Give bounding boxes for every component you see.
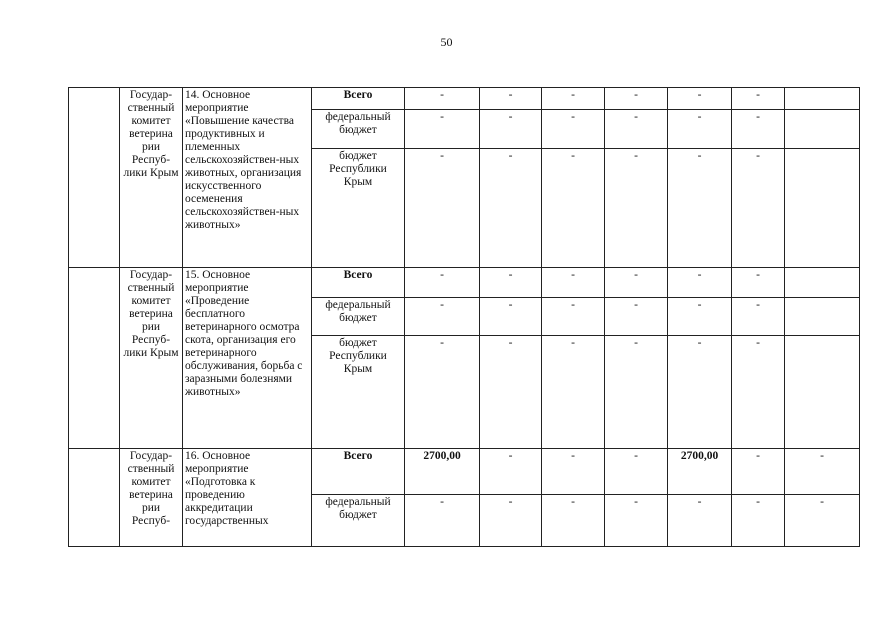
source-cell: бюджет Республики Крым — [312, 336, 405, 449]
source-cell: федеральный бюджет — [312, 495, 405, 547]
value-cell: - — [668, 268, 732, 298]
value-cell — [785, 149, 860, 268]
value-cell: - — [732, 149, 785, 268]
value-cell: - — [542, 449, 605, 495]
value-cell: - — [668, 298, 732, 336]
value-cell: - — [668, 495, 732, 547]
value-cell: - — [605, 88, 668, 110]
source-cell: федеральный бюджет — [312, 110, 405, 149]
page-number: 50 — [440, 35, 453, 49]
value-cell: - — [542, 298, 605, 336]
value-cell: - — [480, 449, 542, 495]
value-cell: - — [605, 268, 668, 298]
value-cell: - — [732, 298, 785, 336]
value-cell: - — [732, 449, 785, 495]
value-cell: - — [542, 495, 605, 547]
value-cell: - — [732, 268, 785, 298]
source-cell: Всего — [312, 88, 405, 110]
value-cell: 2700,00 — [668, 449, 732, 495]
table-row — [69, 268, 860, 298]
value-cell — [785, 88, 860, 110]
source-cell: бюджет Республики Крым — [312, 149, 405, 268]
value-cell: - — [405, 149, 480, 268]
source-cell: Всего — [312, 268, 405, 298]
empty-cell — [69, 268, 120, 449]
value-cell: - — [542, 336, 605, 449]
value-cell: - — [732, 110, 785, 149]
executor-cell: Государ-ственный комитет ветерина рии Респуб- — [120, 449, 183, 547]
value-cell: - — [480, 298, 542, 336]
value-cell: - — [605, 449, 668, 495]
value-cell: 2700,00 — [405, 449, 480, 495]
value-cell: - — [732, 88, 785, 110]
table-row — [69, 449, 860, 495]
value-cell: - — [785, 495, 860, 547]
empty-cell — [69, 88, 120, 268]
value-cell: - — [405, 495, 480, 547]
value-cell: - — [405, 110, 480, 149]
value-cell: - — [605, 298, 668, 336]
table-row — [69, 88, 860, 110]
source-cell: Всего — [312, 449, 405, 495]
executor-cell: Государ-ственный комитет ветерина рии Респуб-лики Крым — [120, 88, 183, 268]
source-cell: федеральный бюджет — [312, 298, 405, 336]
value-cell: - — [668, 88, 732, 110]
value-cell: - — [732, 495, 785, 547]
value-cell: - — [785, 449, 860, 495]
value-cell: - — [542, 110, 605, 149]
value-cell: - — [405, 336, 480, 449]
value-cell: - — [542, 149, 605, 268]
value-cell: - — [605, 336, 668, 449]
value-cell: - — [605, 495, 668, 547]
value-cell: - — [732, 336, 785, 449]
value-cell: - — [405, 298, 480, 336]
value-cell: - — [480, 336, 542, 449]
budget-table — [68, 87, 860, 547]
measure-cell: 15. Основное мероприятие «Проведение бесплатного ветеринарного осмотра скота, организация его ветеринарного обслуживания, борьба с заразными болезнями животных» — [183, 268, 312, 449]
value-cell: - — [542, 268, 605, 298]
value-cell: - — [480, 268, 542, 298]
value-cell: - — [480, 110, 542, 149]
value-cell: - — [668, 110, 732, 149]
value-cell — [785, 336, 860, 449]
value-cell — [785, 298, 860, 336]
value-cell: - — [480, 495, 542, 547]
empty-cell — [69, 449, 120, 547]
measure-cell: 14. Основное мероприятие «Повышение качества продуктивных и племенных сельскохозяйствен-ных животных, организация искусственного осеменения сельскохозяйствен-ных животных» — [183, 88, 312, 268]
value-cell: - — [405, 88, 480, 110]
value-cell — [785, 268, 860, 298]
value-cell: - — [668, 149, 732, 268]
value-cell: - — [405, 268, 480, 298]
value-cell: - — [605, 149, 668, 268]
value-cell: - — [480, 149, 542, 268]
measure-cell: 16. Основное мероприятие «Подготовка к проведению аккредитации государственных — [183, 449, 312, 547]
value-cell: - — [480, 88, 542, 110]
value-cell: - — [605, 110, 668, 149]
value-cell: - — [542, 88, 605, 110]
executor-cell: Государ-ственный комитет ветерина рии Респуб-лики Крым — [120, 268, 183, 449]
value-cell: - — [668, 336, 732, 449]
value-cell — [785, 110, 860, 149]
